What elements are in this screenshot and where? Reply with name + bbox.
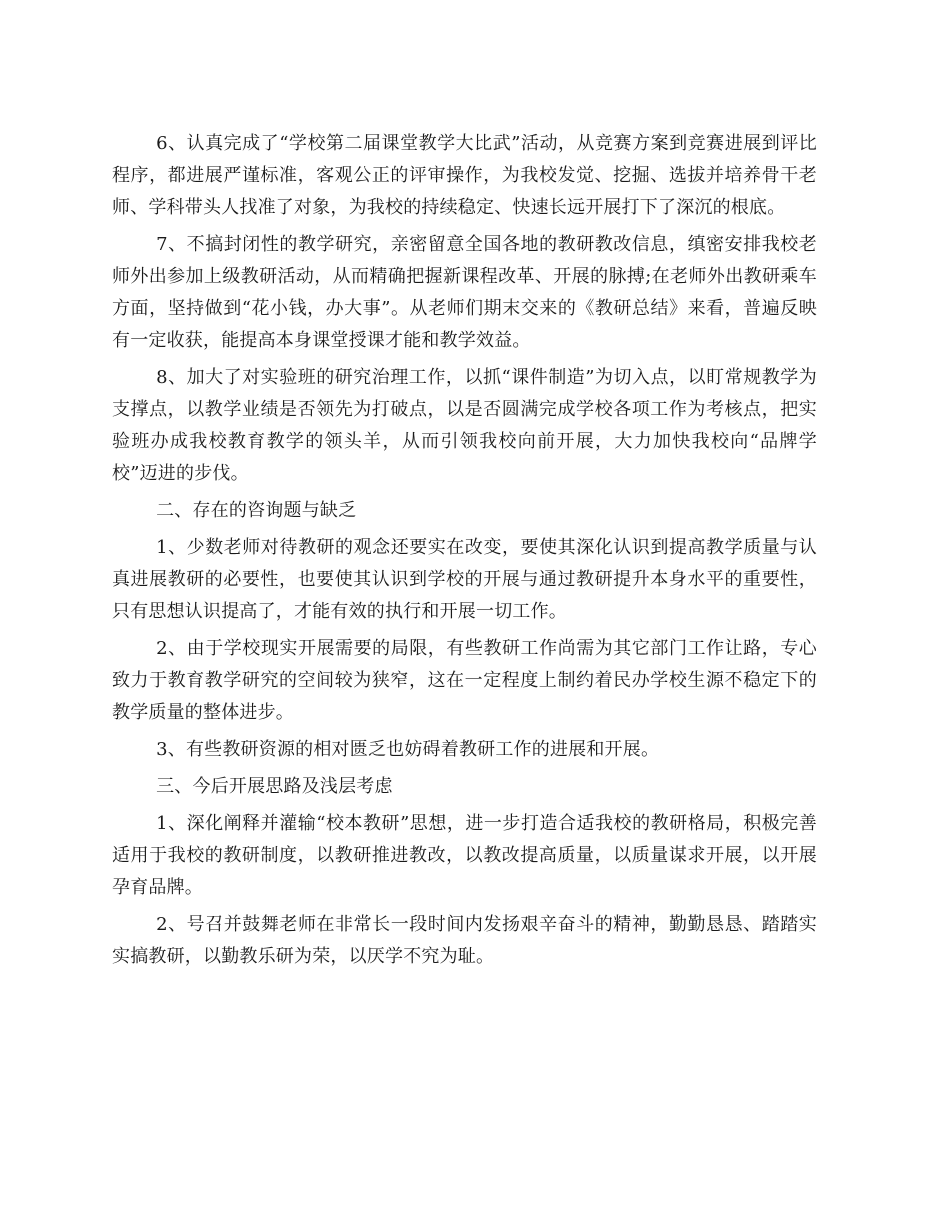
paragraph-problem-3: 3、有些教研资源的相对匮乏也妨碍着教研工作的进展和开展。: [156, 739, 660, 760]
paragraph-problem-1: 1、少数老师对待教研的观念还要实在改变，要使其深化认识到提高教学质量与认真进展教研的必要性，也要使其认识到学校的开展与通过教研提升本身水平的重要性，只有思想认识提高了，才能有效的执行和开展一切工作。: [112, 537, 817, 622]
section-heading-problems: 二、存在的咨询题与缺乏: [156, 500, 357, 521]
section-heading-future: 三、今后开展思路及浅层考虑: [156, 776, 393, 797]
paragraph-problem-2: 2、由于学校现实开展需要的局限，有些教研工作尚需为其它部门工作让路，专心致力于教育教学研究的空间较为狭窄，这在一定程度上制约着民办学校生源不稳定下的教学质量的整体进步。: [112, 638, 817, 723]
document-body: [112, 128, 817, 978]
paragraph-future-1: 1、深化阐释并灌输“校本教研”思想，进一步打造合适我校的教研格局，积极完善适用于我校的教研制度，以教研推进教改，以教改提高质量，以质量谋求开展，以开展孕育品牌。: [112, 813, 817, 898]
paragraph-item-7: 7、不搞封闭性的教学研究，亲密留意全国各地的教研教改信息，缜密安排我校老师外出参加上级教研活动，从而精确把握新课程改革、开展的脉搏;在老师外出教研乘车方面，坚持做到“花小钱，办大事”。从老师们期末交来的《教研总结》来看，普遍反映有一定收获，能提高本身课堂授课才能和教学效益。: [112, 234, 817, 351]
paragraph-item-6: 6、认真完成了“学校第二届课堂教学大比武”活动，从竞赛方案到竞赛进展到评比程序，都进展严谨标准，客观公正的评审操作，为我校发觉、挖掘、选拔并培养骨干老师、学科带头人找准了对象，为我校的持续稳定、快速长远开展打下了深沉的根底。: [112, 133, 817, 218]
paragraph-future-2: 2、号召并鼓舞老师在非常长一段时间内发扬艰辛奋斗的精神，勤勤恳恳、踏踏实实搞教研，以勤教乐研为荣，以厌学不究为耻。: [112, 914, 817, 967]
paragraph-item-8: 8、加大了对实验班的研究治理工作，以抓“课件制造”为切入点，以盯常规教学为支撑点，以教学业绩是否领先为打破点，以是否圆满完成学校各项工作为考核点，把实验班办成我校教育教学的领头羊，从而引领我校向前开展，大力加快我校向“品牌学校”迈进的步伐。: [112, 367, 817, 484]
